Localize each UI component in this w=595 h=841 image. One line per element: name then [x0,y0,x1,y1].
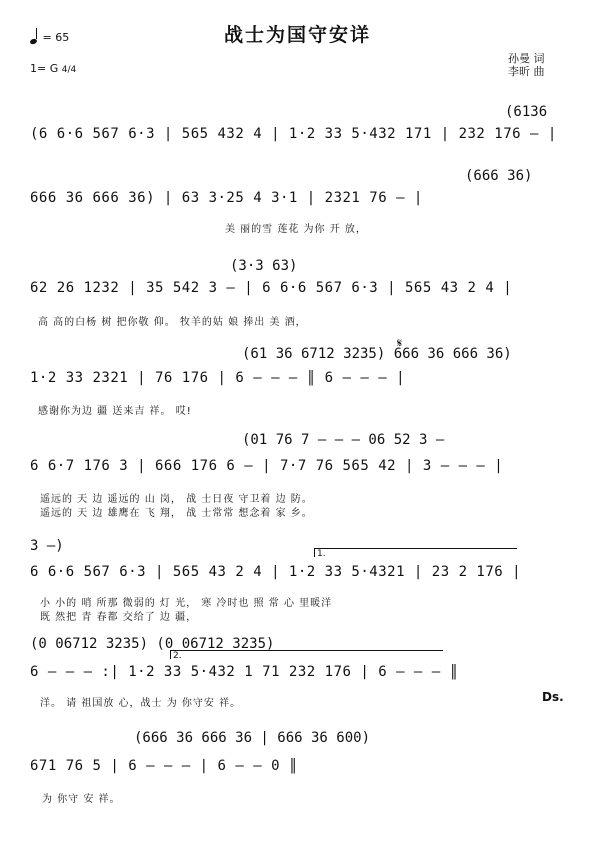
row-4-upper-voice: (61 36 6712 3235) 666 36 666 36) [242,346,512,362]
score-row-2 [30,168,565,238]
row-2-upper-voice: (666 36) [465,168,533,184]
volta-2: 2. [170,650,443,659]
row-2-notes: 666 36 666 36) | 63 3·25 4 3·1 | 2321 76 — | [30,190,423,206]
composer: 李昕 曲 [508,65,545,78]
quarter-note-stem [36,28,37,39]
segno-icon: 𝄋 [397,336,403,350]
row-3-upper-voice: (3·3 63) [230,258,298,274]
score-row-4 [30,336,565,417]
score-row-6 [30,536,565,622]
row-4-lyrics: 感谢你为边 疆 送来吉 祥。 哎! [38,406,192,417]
quarter-note-icon [29,38,37,45]
row-1-upper-voice: (6136 [505,104,548,120]
row-6-upper-voice: 3 —) [30,538,64,554]
row-5-upper-voice: (01 76 7 — — — 06 52 3 — [242,432,445,448]
row-3-lyrics: 高 高的白杨 树 把你敬 仰。 牧羊的姑 娘 捧出 美 酒， [38,317,307,328]
tempo-marking [30,30,69,44]
score-row-3 [30,258,565,328]
score-row-1 [30,104,565,164]
row-6-notes: 6 6·6 567 6·3 | 565 43 2 4 | 1·2 33 5·4321 | 23 2 176 | [30,564,522,580]
key-signature [30,62,76,75]
volta-1: 1. [314,548,517,557]
score-row-5 [30,432,565,518]
row-8-lyrics: 为 你守 安 祥。 [42,794,121,805]
row-4-notes: 1·2 33 2321 | 76 176 | 6 — — — ║ 6 — — — | [30,370,406,386]
row-5-lyrics-verse-1: 遥远的 天 边 遥远的 山 岗， 战 士日夜 守卫着 边 防。 [40,494,313,505]
score-row-8 [30,730,565,810]
song-title: 战士为国守安详 [223,24,371,46]
row-5-notes: 6 6·7 176 3 | 666 176 6 — | 7·7 76 565 42 | 3 — — — | [30,458,504,474]
row-2-lyrics: 美 丽的雪 莲花 为你 开 放， [225,224,367,235]
row-7-lyrics: 洋。 请 祖国放 心，战士 为 你守安 祥。 [40,698,242,709]
row-7-notes: 6 — — — :| 1·2 33 5·432 1 71 232 176 | 6 — — — ║ [30,664,459,680]
row-7-upper-voice: (0 06712 3235) (0 06712 3235) [30,636,275,652]
row-8-upper-voice: (666 36 666 36 | 666 36 600) [134,730,371,746]
dal-segno-marking: Ds. [542,690,564,704]
row-6-lyrics-verse-1: 小 小的 哨 所那 微弱的 灯 光， 寒 冷时也 照 常 心 里暖洋 [40,598,333,609]
row-3-notes: 62 26 1232 | 35 542 3 — | 6 6·6 567 6·3 | 565 43 2 4 | [30,280,513,296]
row-1-notes: (6 6·6 567 6·3 | 565 432 4 | 1·2 33 5·432 171 | 232 176 — | [30,126,557,142]
row-6-lyrics-verse-2: 既 然把 青 春都 交给了 边 疆， [40,612,198,623]
tempo-value: = 65 [42,31,70,44]
time-signature: 4/4 [61,65,77,75]
key-value: 1= G [30,62,59,75]
row-8-notes: 671 76 5 | 6 — — — | 6 — — 0 ║ [30,758,298,774]
row-5-lyrics-verse-2: 遥远的 天 边 雄鹰在 飞 翔， 战 士常常 想念着 家 乡。 [40,508,313,519]
score-row-7 [30,636,565,716]
lyricist: 孙曼 词 [508,52,545,65]
credits [508,52,545,78]
